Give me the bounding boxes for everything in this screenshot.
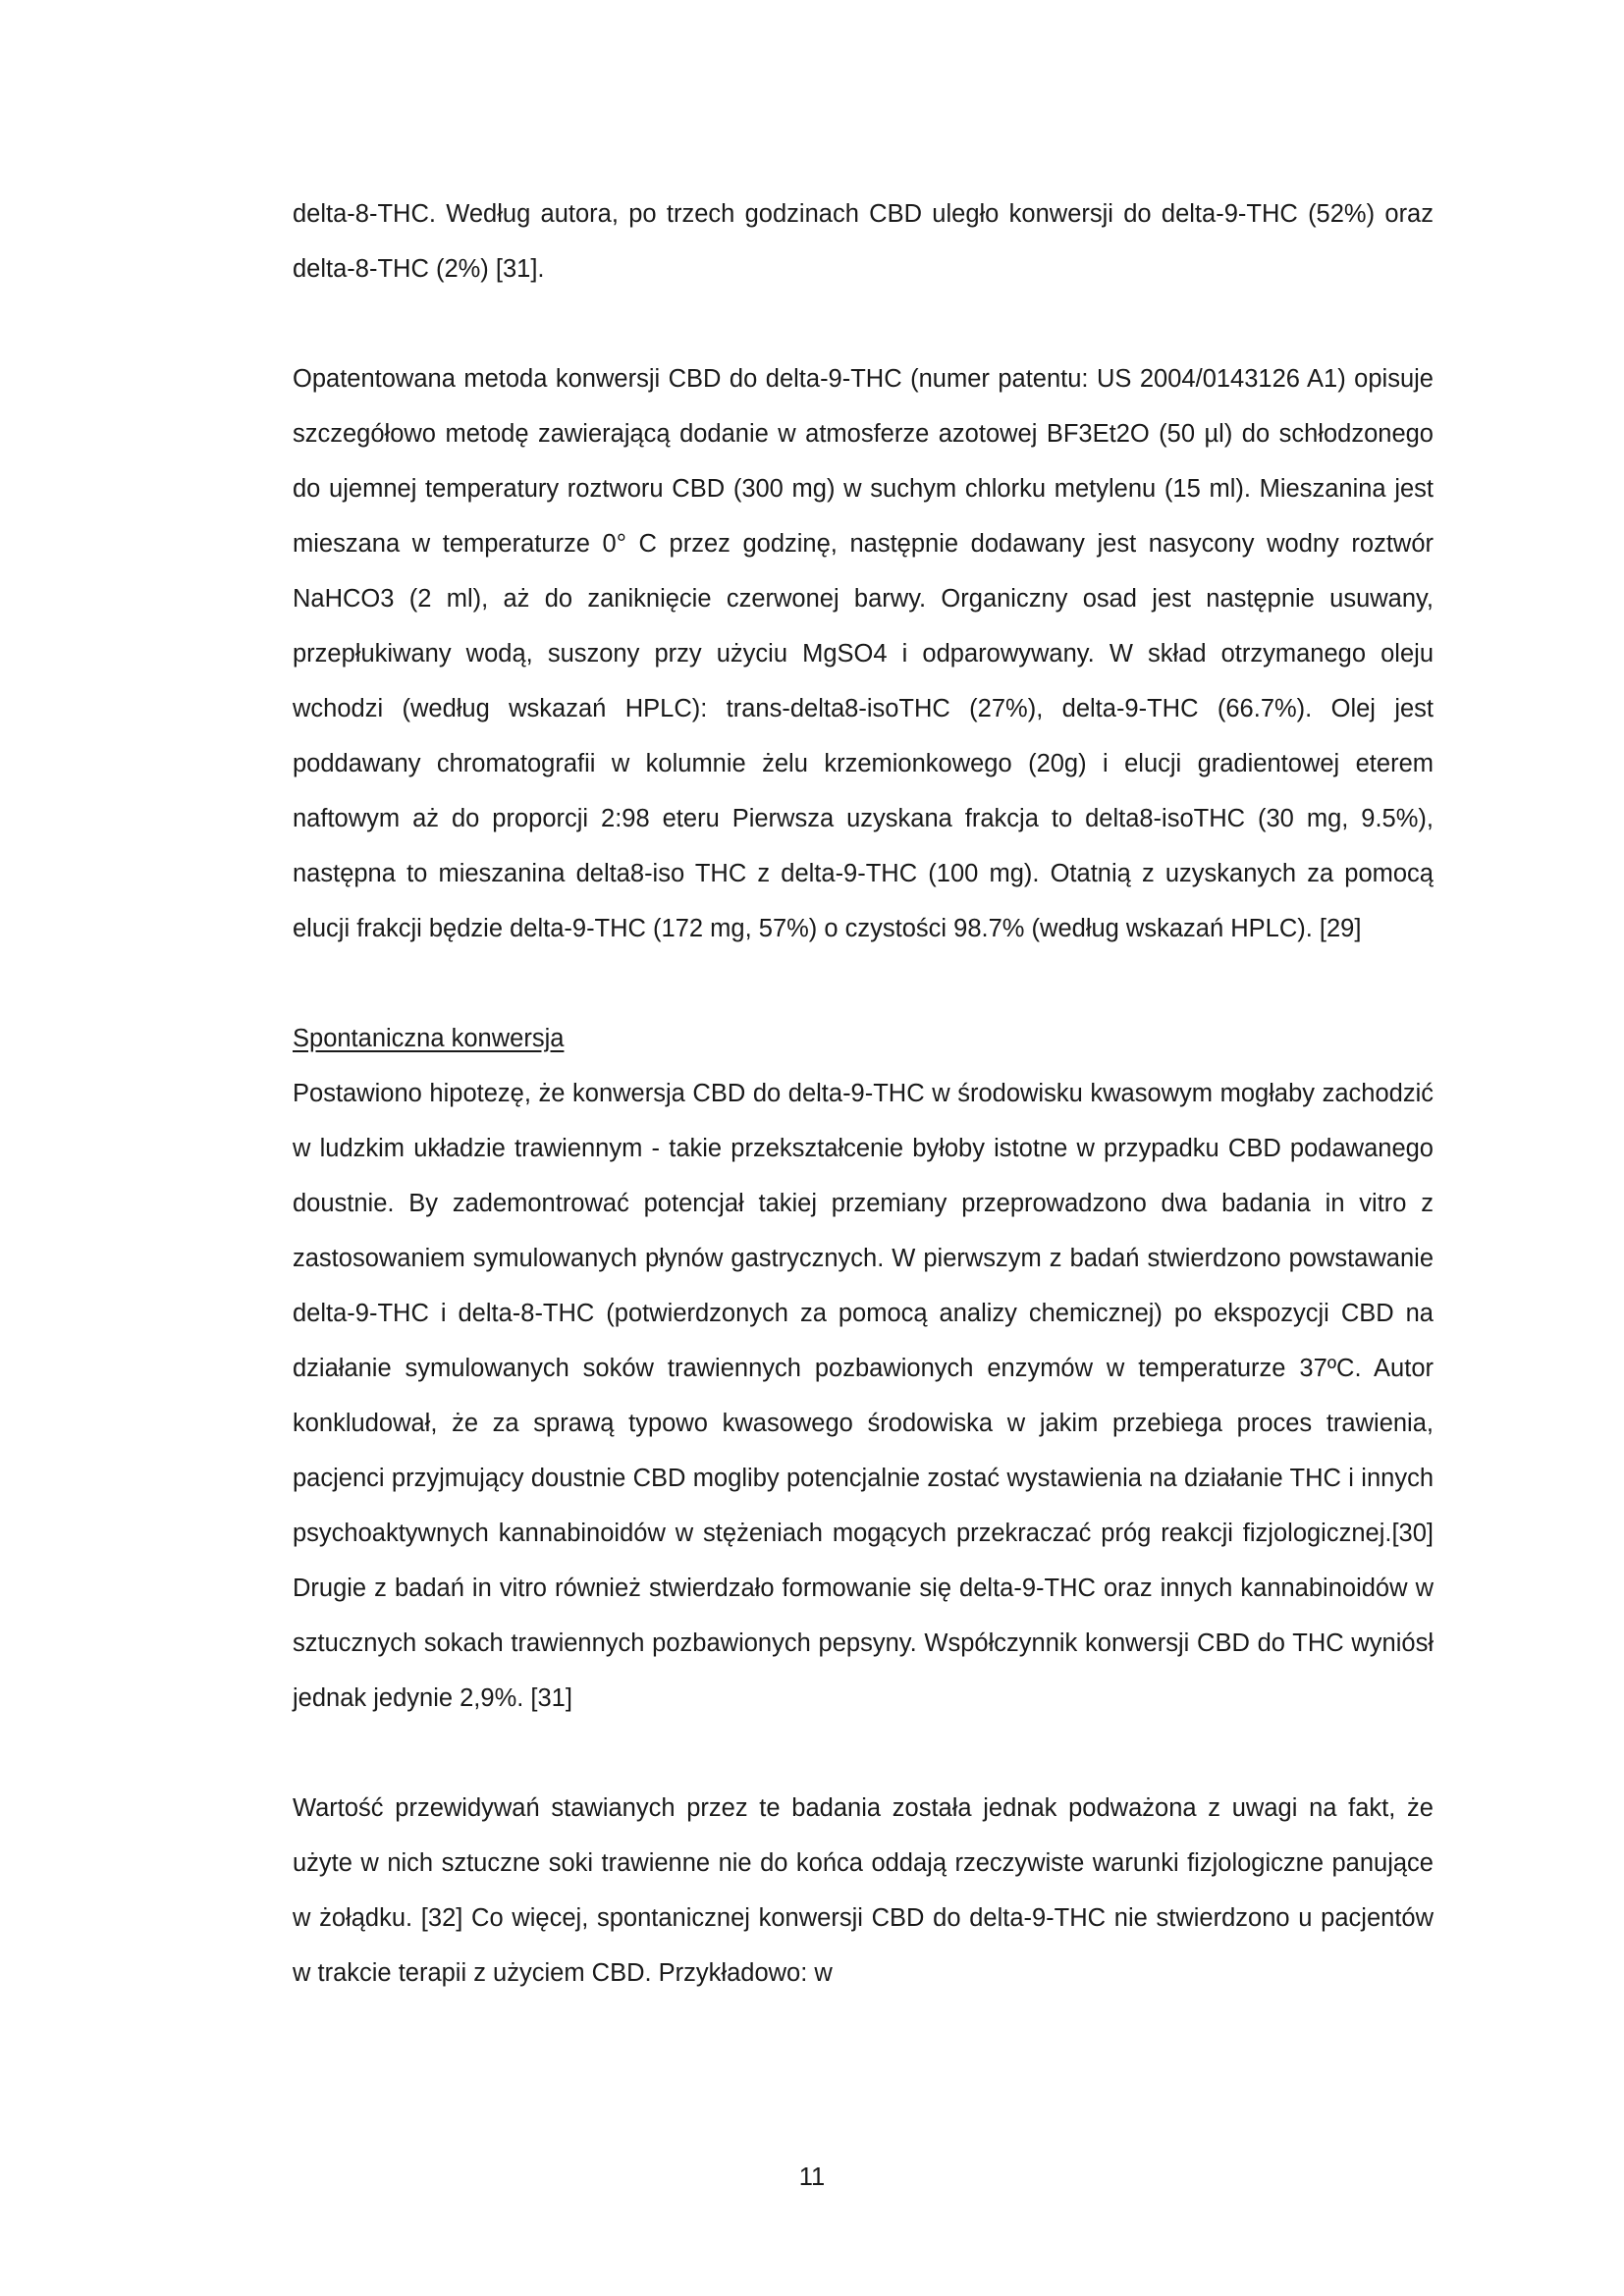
paragraph-spontaneous-conversion: Postawiono hipotezę, że konwersja CBD do delta-9-THC w środowisku kwasowym mogłaby zachodzić w ludzkim układzie trawiennym - takie przekształcenie byłoby istotne w przypadku CBD podawanego doustnie. By zademontrować potencjał takiej przemiany przeprowadzono dwa badania in vitro z zastosowaniem symulowanych płynów gastrycznych. W pierwszym z badań stwierdzono powstawanie delta-9-THC i delta-8-THC (potwierdzonych za pomocą analizy chemicznej) po ekspozycji CBD na działanie symulowanych soków trawiennych pozbawionych enzymów w temperaturze 37ºC. Autor konkludował, że za sprawą typowo kwasowego środowiska w jakim przebiega proces trawienia, pacjenci przyjmujący doustnie CBD mogliby potencjalnie zostać wystawienia na działanie THC i innych psychoaktywnych kannabinoidów w stężeniach mogących przekraczać próg reakcji fizjologicznej.[30] Drugie z badań in vitro również stwierdzało formowanie się delta-9-THC oraz innych kannabinoidów w sztucznych sokach trawiennych pozbawionych pepsyny. Współczynnik konwersji CBD do THC wyniósł jednak jedynie 2,9%. [31]	[293, 1080, 1434, 1712]
page-number: 11	[798, 2163, 826, 2191]
page-content	[293, 187, 1434, 2001]
paragraph-patented-method: Opatentowana metoda konwersji CBD do delta-9-THC (numer patentu: US 2004/0143126 A1) opisuje szczegółowo metodę zawierającą dodanie w atmosferze azotowej BF3Et2O (50 µl) do schłodzonego do ujemnej temperatury roztworu CBD (300 mg) w suchym chlorku metylenu (15 ml). Mieszanina jest mieszana w temperaturze 0° C przez godzinę, następnie dodawany jest nasycony wodny roztwór NaHCO3 (2 ml), aż do zaniknięcie czerwonej barwy. Organiczny osad jest następnie usuwany, przepłukiwany wodą, suszony przy użyciu MgSO4 i odparowywany. W skład otrzymanego oleju wchodzi (według wskazań HPLC): trans-delta8-isoTHC (27%), delta-9-THC (66.7%). Olej jest poddawany chromatografii w kolumnie żelu krzemionkowego (20g) i elucji gradientowej eterem naftowym aż do proporcji 2:98 eteru Pierwsza uzyskana frakcja to delta8-isoTHC (30 mg, 9.5%), następna to mieszanina delta8-iso THC z delta-9-THC (100 mg). Otatnią z uzyskanych za pomocą elucji frakcji będzie delta-9-THC (172 mg, 57%) o czystości 98.7% (według wskazań HPLC). [29]	[293, 365, 1434, 942]
paragraph-predictions-challenged: Wartość przewidywań stawianych przez te badania została jednak podważona z uwagi na fakt, że użyte w nich sztuczne soki trawienne nie do końca oddają rzeczywiste warunki fizjologiczne panujące w żołądku. [32] Co więcej, spontanicznej konwersji CBD do delta-9-THC nie stwierdzono u pacjentów w trakcie terapii z użyciem CBD. Przykładowo: w	[293, 1794, 1434, 1987]
section-heading-spontaneous-conversion: Spontaniczna konwersja	[293, 1025, 565, 1052]
paragraph-conversion-result: delta-8-THC. Według autora, po trzech godzinach CBD uległo konwersji do delta-9-THC (52%) oraz delta-8-THC (2%) [31].	[293, 200, 1434, 283]
